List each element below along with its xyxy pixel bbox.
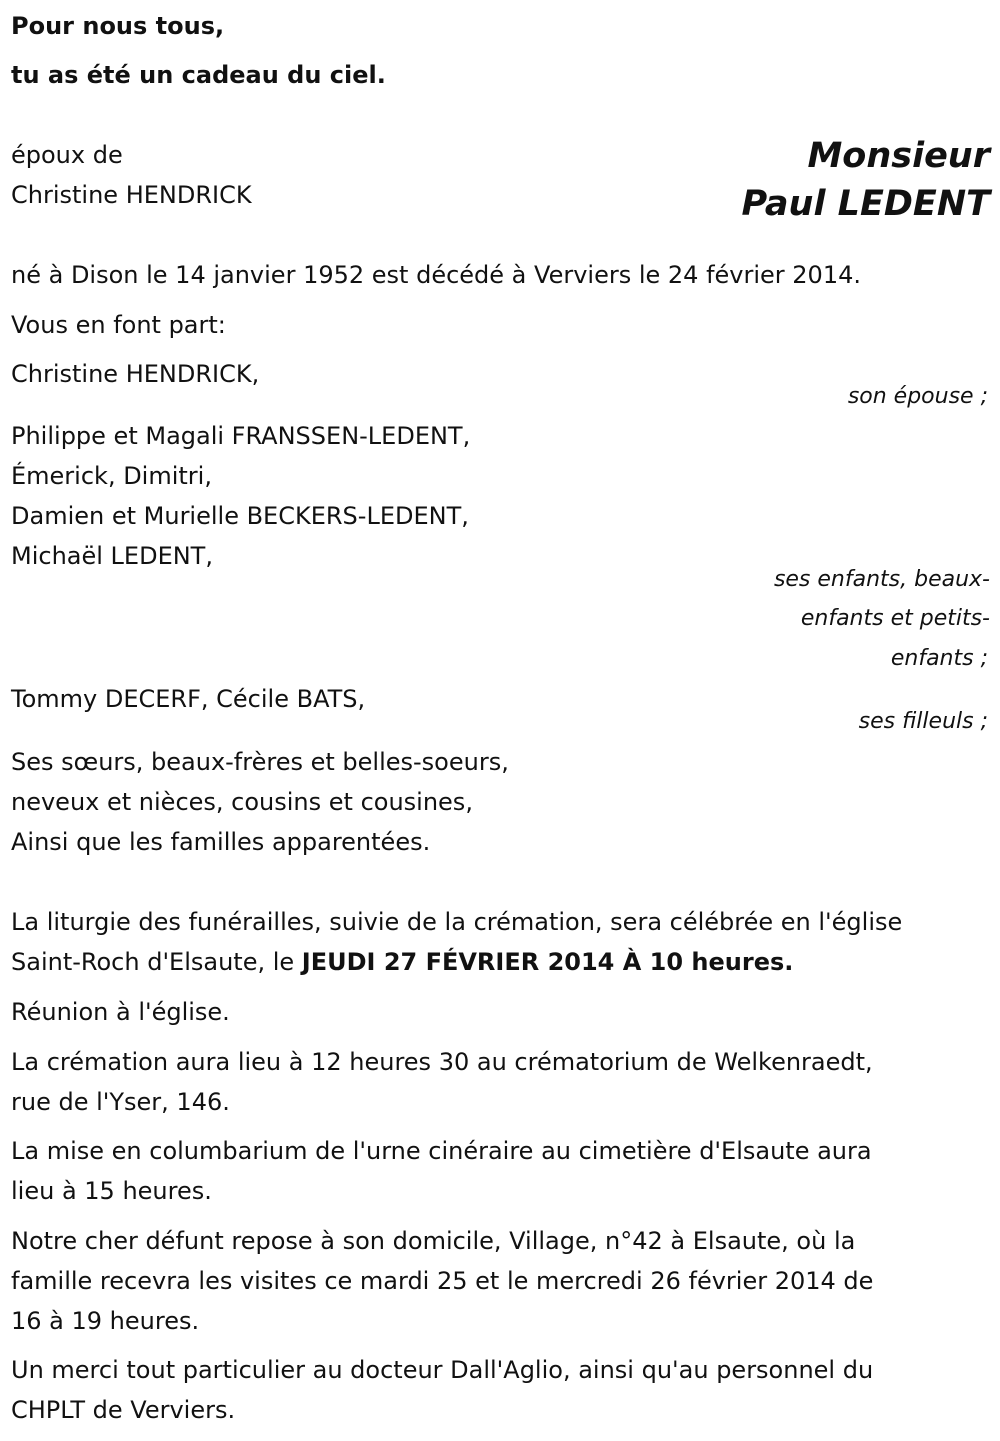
liturgy-line-1: La liturgie des funérailles, suivie de la crémation, sera célébrée en l'église bbox=[11, 908, 903, 936]
quote-line-1: Pour nous tous, bbox=[11, 12, 225, 40]
thanks-line-1: Un merci tout particulier au docteur Dall'Aglio, ainsi qu'au personnel du bbox=[11, 1356, 874, 1384]
liturgy-line-2 bbox=[11, 947, 793, 977]
family-spouse-role: son épouse ; bbox=[847, 384, 988, 409]
birth-death-line: né à Dison le 14 janvier 1952 est décédé à Verviers le 24 février 2014. bbox=[11, 261, 861, 289]
godchildren-role: ses filleuls ; bbox=[858, 709, 988, 734]
visit-line-2: famille recevra les visites ce mardi 25 et le mercredi 26 février 2014 de bbox=[11, 1267, 874, 1295]
others-line-3: Ainsi que les familles apparentées. bbox=[11, 828, 431, 856]
quote-line-2: tu as été un cadeau du ciel. bbox=[11, 61, 386, 89]
thanks-line-2: CHPLT de Verviers. bbox=[11, 1396, 236, 1424]
visit-line-3: 16 à 19 heures. bbox=[11, 1307, 200, 1335]
children-role-line-1: ses enfants, beaux- bbox=[773, 567, 990, 592]
others-line-2: neveux et nièces, cousins et cousines, bbox=[11, 788, 473, 816]
liturgy-date-time: JEUDI 27 FÉVRIER 2014 À 10 heures. bbox=[301, 948, 794, 976]
columbarium-line-2: lieu à 15 heures. bbox=[11, 1177, 212, 1205]
spouse-name: Christine HENDRICK bbox=[11, 181, 252, 209]
visit-line-1: Notre cher défunt repose à son domicile, Village, n°42 à Elsaute, où la bbox=[11, 1227, 856, 1255]
columbarium-line-1: La mise en columbarium de l'urne cinéraire au cimetière d'Elsaute aura bbox=[11, 1137, 872, 1165]
children-role-line-2: enfants et petits- bbox=[800, 606, 990, 631]
cremation-line-2: rue de l'Yser, 146. bbox=[11, 1088, 230, 1116]
cremation-line-1: La crémation aura lieu à 12 heures 30 au crématorium de Welkenraedt, bbox=[11, 1048, 873, 1076]
children-line-1: Philippe et Magali FRANSSEN-LEDENT, bbox=[11, 422, 471, 450]
meeting-line: Réunion à l'église. bbox=[11, 998, 230, 1026]
children-role-line-3: enfants ; bbox=[890, 646, 988, 671]
spouse-label: époux de bbox=[11, 141, 123, 169]
children-line-3: Damien et Murielle BECKERS-LEDENT, bbox=[11, 502, 469, 530]
children-line-4: Michaël LEDENT, bbox=[11, 542, 213, 570]
announce-line: Vous en font part: bbox=[11, 311, 226, 339]
title-line-1: Monsieur bbox=[807, 136, 990, 176]
children-line-2: Émerick, Dimitri, bbox=[11, 462, 212, 490]
godchildren-name: Tommy DECERF, Cécile BATS, bbox=[11, 685, 366, 713]
title-line-2: Paul LEDENT bbox=[741, 184, 990, 224]
family-spouse-name: Christine HENDRICK, bbox=[11, 360, 260, 388]
liturgy-line-2-prefix: Saint-Roch d'Elsaute, le bbox=[11, 948, 302, 976]
others-line-1: Ses sœurs, beaux-frères et belles-soeurs, bbox=[11, 748, 509, 776]
